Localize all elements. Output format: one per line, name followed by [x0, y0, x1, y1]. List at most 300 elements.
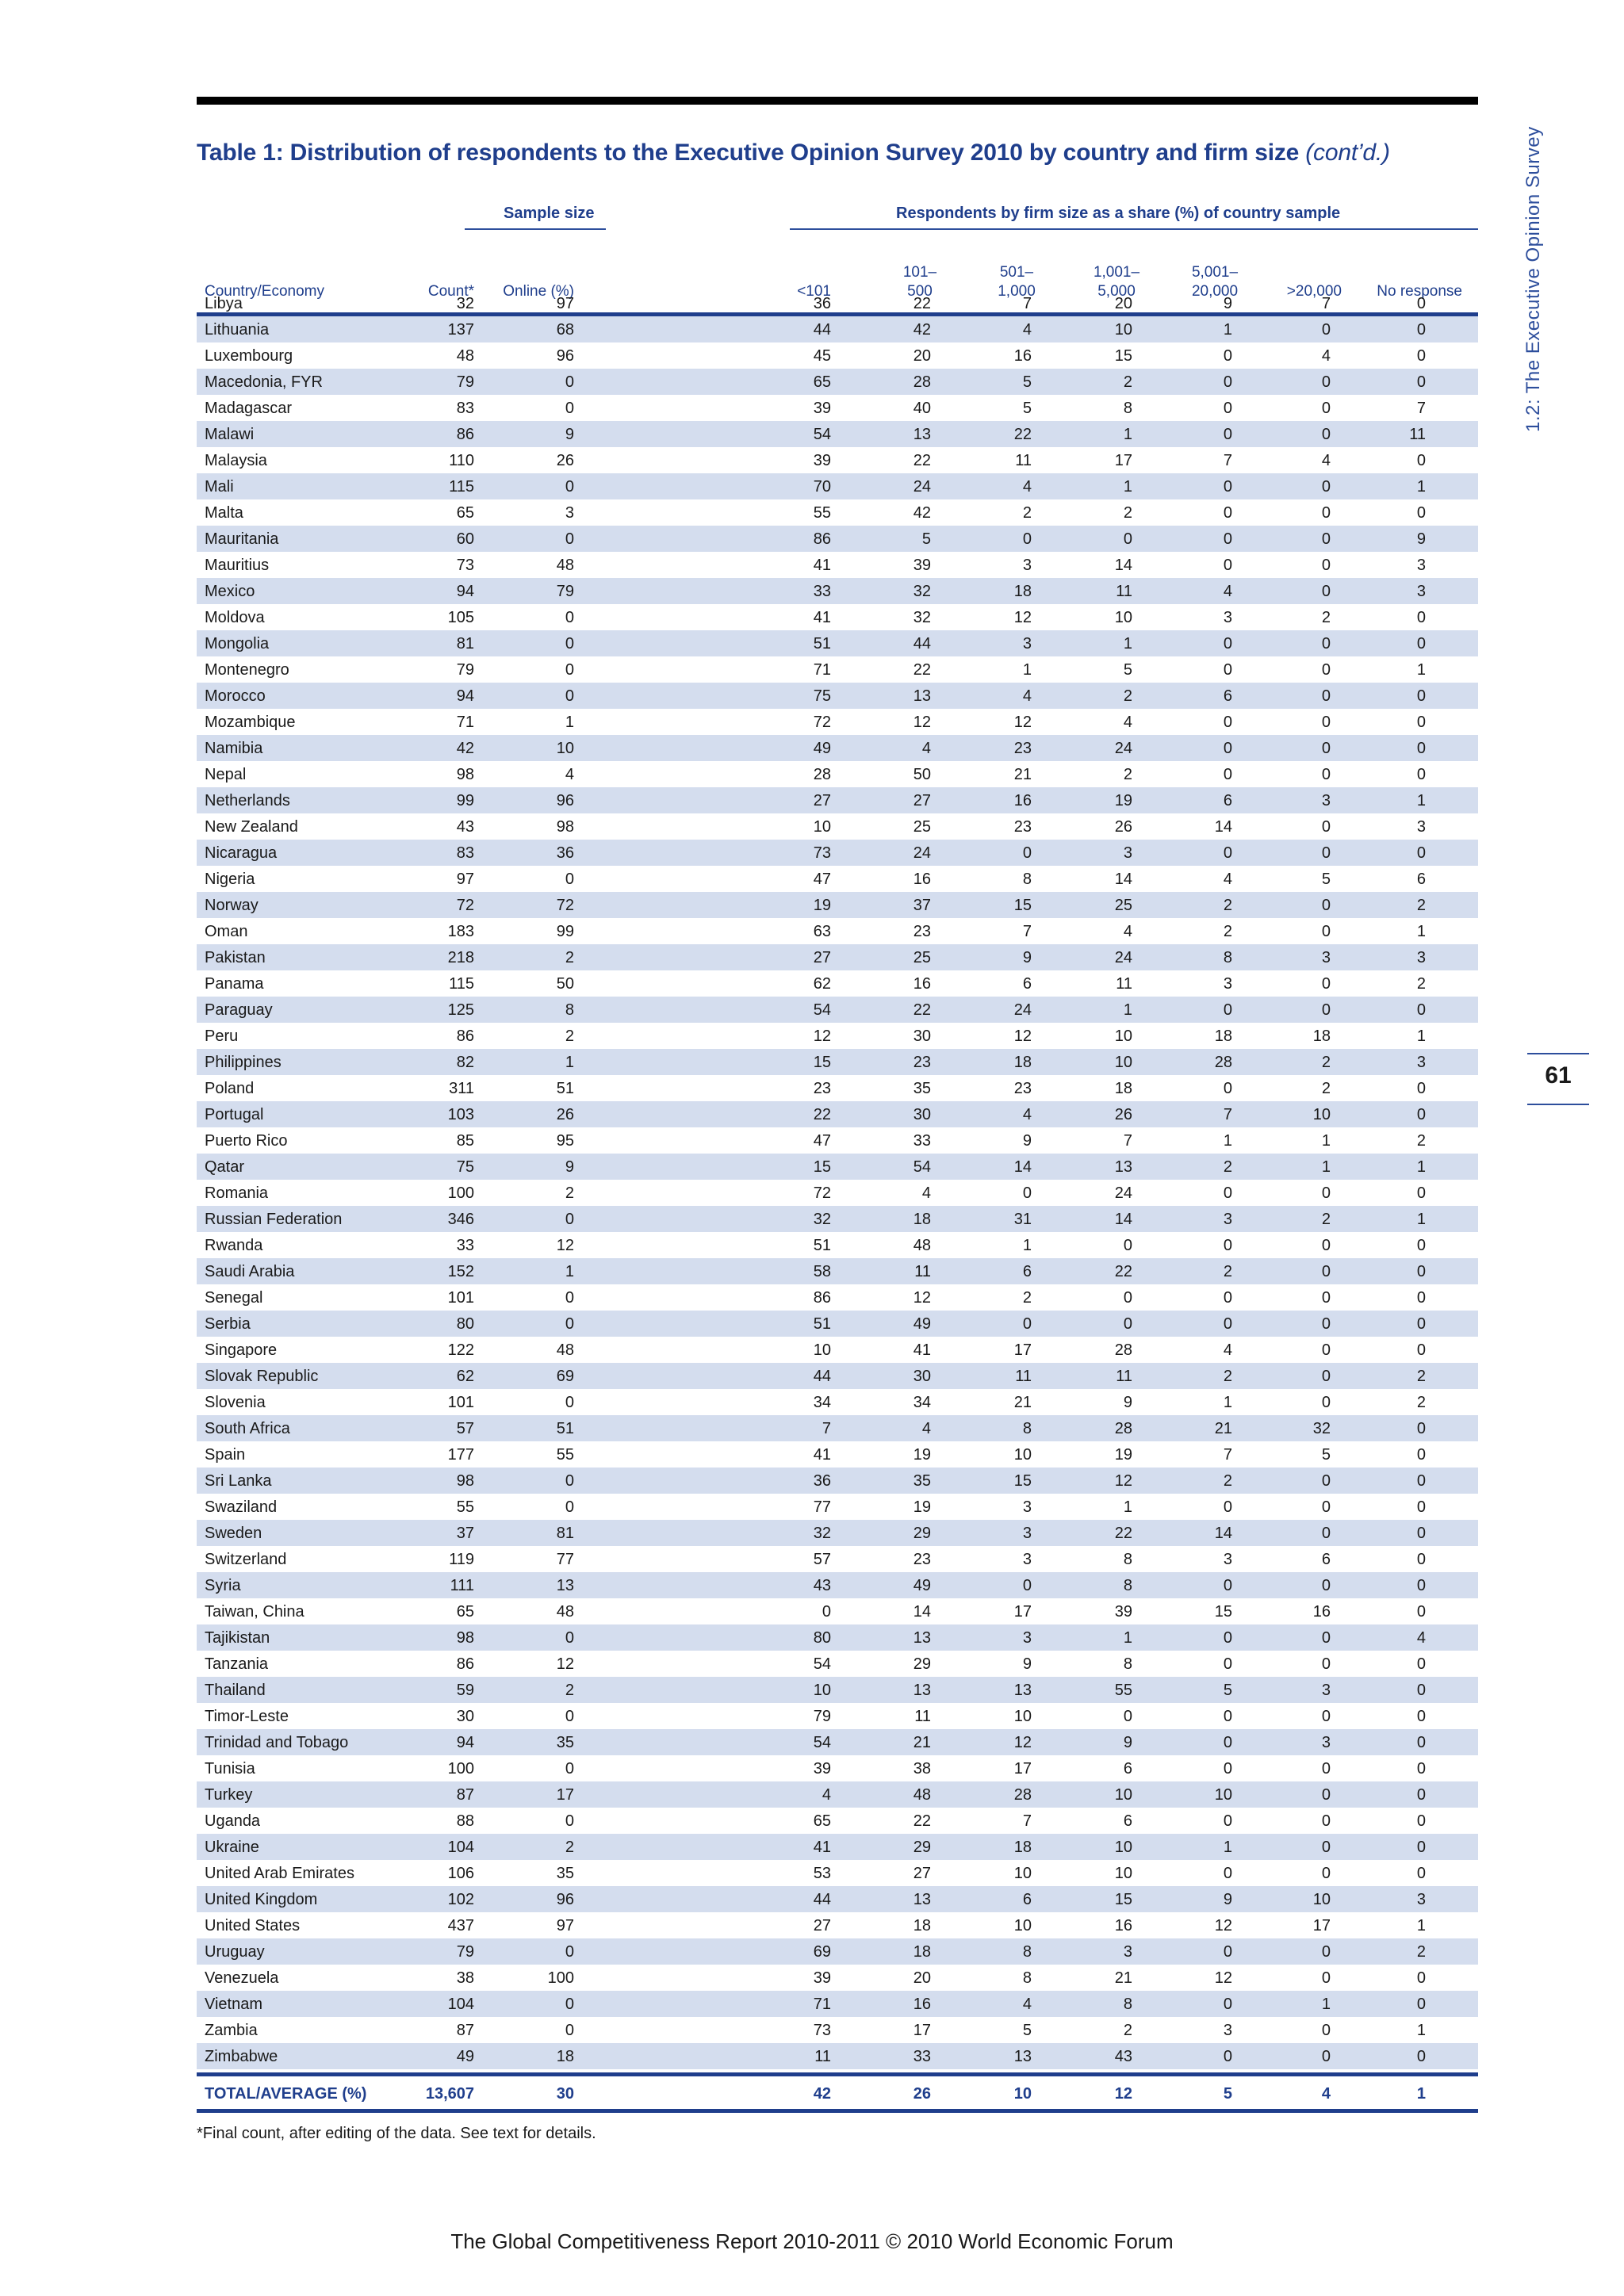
- cell-count: 97: [456, 871, 474, 888]
- table-row: [197, 1755, 1478, 1781]
- cell-101-500: 27: [913, 792, 931, 809]
- cell-1001-5000: 16: [1114, 1917, 1132, 1934]
- total-gt20000: 4: [1321, 2085, 1331, 2103]
- cell-5001-20000: 0: [1223, 1708, 1232, 1725]
- cell-501-1000: 6: [1022, 975, 1032, 993]
- cell-1001-5000: 26: [1114, 818, 1132, 836]
- cell-country: Timor-Leste: [205, 1708, 289, 1725]
- table-body: [197, 290, 1478, 2069]
- cell-online: 48: [556, 1603, 574, 1621]
- cell-count: 65: [456, 1603, 474, 1621]
- cell-no-response: 0: [1416, 1708, 1426, 1725]
- cell-count: 100: [447, 1760, 474, 1777]
- cell-gt20000: 0: [1321, 975, 1331, 993]
- cell-101-500: 34: [913, 1394, 931, 1411]
- cell-lt101: 19: [813, 897, 831, 914]
- cell-lt101: 36: [813, 295, 831, 312]
- cell-5001-20000: 21: [1214, 1420, 1232, 1437]
- cell-no-response: 4: [1416, 1629, 1426, 1647]
- cell-501-1000: 28: [1013, 1786, 1032, 1804]
- cell-country: Sri Lanka: [205, 1472, 272, 1490]
- cell-1001-5000: 1: [1123, 1629, 1132, 1647]
- cell-gt20000: 10: [1312, 1891, 1331, 1908]
- cell-count: 218: [447, 949, 474, 966]
- cell-online: 97: [556, 1917, 574, 1934]
- cell-online: 98: [556, 818, 574, 836]
- cell-gt20000: 0: [1321, 844, 1331, 862]
- total-101-500: 26: [913, 2085, 931, 2103]
- cell-101-500: 40: [913, 400, 931, 417]
- cell-online: 18: [556, 2048, 574, 2065]
- cell-5001-20000: 0: [1223, 530, 1232, 548]
- cell-count: 346: [447, 1211, 474, 1228]
- cell-gt20000: 0: [1321, 1237, 1331, 1254]
- cell-5001-20000: 1: [1223, 321, 1232, 339]
- table-row: [197, 1886, 1478, 1912]
- table-row: [197, 447, 1478, 473]
- cell-no-response: 0: [1416, 1996, 1426, 2013]
- cell-count: 62: [456, 1368, 474, 1385]
- cell-online: 10: [556, 740, 574, 757]
- col-header-1001-5000-line1: 1,001–: [1093, 264, 1140, 281]
- cell-101-500: 23: [913, 1054, 931, 1071]
- table-row: [197, 395, 1478, 421]
- cell-country: Zambia: [205, 2022, 258, 2039]
- table-title: [197, 140, 1478, 166]
- cell-5001-20000: 0: [1223, 400, 1232, 417]
- col-header-gt20000: >20,000: [1286, 283, 1342, 300]
- cell-count: 106: [447, 1865, 474, 1882]
- table-row: [197, 840, 1478, 866]
- cell-101-500: 25: [913, 818, 931, 836]
- cell-gt20000: 4: [1321, 452, 1331, 469]
- cell-country: Netherlands: [205, 792, 290, 809]
- cell-gt20000: 0: [1321, 321, 1331, 339]
- cell-5001-20000: 0: [1223, 766, 1232, 783]
- table-title-main: Table 1: Distribution of respondents to the Executive Opinion Survey 2010 by country and firm size: [197, 140, 1300, 166]
- cell-online: 0: [565, 478, 574, 496]
- table-row: [197, 369, 1478, 395]
- cell-count: 49: [456, 2048, 474, 2065]
- cell-1001-5000: 2: [1123, 687, 1132, 705]
- cell-online: 55: [556, 1446, 574, 1464]
- cell-count: 37: [456, 1525, 474, 1542]
- cell-1001-5000: 2: [1123, 2022, 1132, 2039]
- cell-gt20000: 10: [1312, 1106, 1331, 1123]
- cell-count: 85: [456, 1132, 474, 1150]
- cell-gt20000: 0: [1321, 1655, 1331, 1673]
- table-row: [197, 1284, 1478, 1311]
- cell-country: Singapore: [205, 1341, 278, 1359]
- cell-lt101: 47: [813, 871, 831, 888]
- cell-lt101: 80: [813, 1629, 831, 1647]
- table-row: [197, 1808, 1478, 1834]
- cell-country: Montenegro: [205, 661, 289, 679]
- cell-1001-5000: 8: [1123, 400, 1132, 417]
- page-footer: The Global Competitiveness Report 2010-2011 © 2010 World Economic Forum: [450, 2229, 1174, 2253]
- cell-online: 68: [556, 321, 574, 339]
- table-row: [197, 1232, 1478, 1258]
- cell-5001-20000: 0: [1223, 426, 1232, 443]
- cell-5001-20000: 0: [1223, 373, 1232, 391]
- table-row: [197, 997, 1478, 1023]
- cell-101-500: 18: [913, 1917, 931, 1934]
- cell-no-response: 0: [1416, 1263, 1426, 1280]
- cell-lt101: 39: [813, 1760, 831, 1777]
- cell-no-response: 0: [1416, 2048, 1426, 2065]
- cell-1001-5000: 11: [1116, 1368, 1132, 1385]
- cell-lt101: 54: [813, 1655, 831, 1673]
- cell-no-response: 3: [1416, 949, 1426, 966]
- cell-no-response: 0: [1416, 1812, 1426, 1830]
- cell-online: 2: [565, 1027, 574, 1045]
- cell-count: 437: [447, 1917, 474, 1934]
- cell-501-1000: 14: [1013, 1158, 1032, 1176]
- cell-101-500: 23: [913, 923, 931, 940]
- cell-no-response: 0: [1416, 1237, 1426, 1254]
- cell-501-1000: 16: [1013, 347, 1032, 365]
- cell-501-1000: 7: [1022, 1812, 1032, 1830]
- cell-no-response: 2: [1416, 1943, 1426, 1961]
- cell-country: Portugal: [205, 1106, 264, 1123]
- table-row: [197, 1363, 1478, 1389]
- cell-501-1000: 17: [1013, 1603, 1032, 1621]
- cell-no-response: 0: [1416, 740, 1426, 757]
- cell-online: 1: [565, 1054, 574, 1071]
- cell-count: 311: [449, 1080, 474, 1097]
- cell-1001-5000: 6: [1123, 1812, 1132, 1830]
- cell-gt20000: 17: [1312, 1917, 1331, 1934]
- cell-101-500: 30: [913, 1106, 931, 1123]
- table-row: [197, 683, 1478, 709]
- table-row: [197, 1572, 1478, 1598]
- cell-5001-20000: 7: [1223, 1106, 1232, 1123]
- cell-101-500: 13: [913, 426, 931, 443]
- col-header-online: Online (%): [503, 283, 574, 300]
- cell-online: 0: [565, 1996, 574, 2013]
- cell-501-1000: 1: [1022, 1237, 1032, 1254]
- cell-501-1000: 31: [1013, 1211, 1032, 1228]
- cell-country: Panama: [205, 975, 264, 993]
- cell-count: 115: [449, 975, 474, 993]
- table-row: [197, 787, 1478, 813]
- cell-101-500: 22: [913, 452, 931, 469]
- table-row: [197, 316, 1478, 342]
- cell-online: 35: [556, 1865, 574, 1882]
- cell-101-500: 12: [913, 1289, 931, 1307]
- cell-5001-20000: 0: [1223, 1655, 1232, 1673]
- cell-no-response: 0: [1416, 635, 1426, 652]
- cell-5001-20000: 28: [1214, 1054, 1232, 1071]
- cell-501-1000: 4: [1022, 478, 1032, 496]
- cell-lt101: 27: [813, 1917, 831, 1934]
- table-row: [197, 499, 1478, 526]
- cell-gt20000: 0: [1321, 1001, 1331, 1019]
- cell-1001-5000: 11: [1116, 583, 1132, 600]
- cell-1001-5000: 1: [1123, 426, 1132, 443]
- cell-online: 48: [556, 1341, 574, 1359]
- cell-lt101: 32: [813, 1525, 831, 1542]
- cell-1001-5000: 4: [1123, 923, 1132, 940]
- cell-count: 73: [456, 557, 474, 574]
- total-5001-20000: 5: [1223, 2085, 1232, 2103]
- cell-lt101: 86: [813, 530, 831, 548]
- total-rule-top: [197, 2072, 1478, 2076]
- cell-1001-5000: 8: [1123, 1655, 1132, 1673]
- table-row: [197, 1912, 1478, 1938]
- cell-country: Trinidad and Tobago: [205, 1734, 349, 1751]
- cell-count: 100: [447, 1184, 474, 1202]
- cell-country: Saudi Arabia: [205, 1263, 295, 1280]
- cell-5001-20000: 12: [1214, 1969, 1232, 1987]
- table-row: [197, 1965, 1478, 1991]
- table-row: [197, 1546, 1478, 1572]
- cell-gt20000: 4: [1321, 347, 1331, 365]
- table-title-cont: (cont’d.): [1305, 140, 1390, 166]
- cell-101-500: 11: [914, 1263, 931, 1280]
- cell-online: 95: [556, 1132, 574, 1150]
- cell-1001-5000: 0: [1123, 1289, 1132, 1307]
- cell-online: 69: [556, 1368, 574, 1385]
- cell-online: 0: [565, 871, 574, 888]
- cell-online: 0: [565, 1315, 574, 1333]
- cell-online: 2: [565, 1184, 574, 1202]
- cell-1001-5000: 1: [1123, 1498, 1132, 1516]
- cell-5001-20000: 0: [1223, 1577, 1232, 1594]
- cell-501-1000: 16: [1013, 792, 1032, 809]
- cell-501-1000: 8: [1022, 871, 1032, 888]
- cell-count: 105: [447, 609, 474, 626]
- table-row: [197, 1258, 1478, 1284]
- cell-no-response: 0: [1416, 1080, 1426, 1097]
- cell-5001-20000: 3: [1223, 975, 1232, 993]
- cell-gt20000: 32: [1312, 1420, 1331, 1437]
- col-header-5001-20000-line2: 20,000: [1191, 283, 1239, 300]
- cell-lt101: 11: [814, 2048, 831, 2065]
- cell-lt101: 32: [813, 1211, 831, 1228]
- cell-5001-20000: 0: [1223, 557, 1232, 574]
- cell-101-500: 33: [913, 2048, 931, 2065]
- cell-no-response: 0: [1416, 1289, 1426, 1307]
- cell-501-1000: 12: [1013, 609, 1032, 626]
- cell-count: 86: [456, 1027, 474, 1045]
- cell-gt20000: 0: [1321, 1341, 1331, 1359]
- cell-1001-5000: 55: [1114, 1682, 1132, 1699]
- cell-lt101: 72: [813, 1184, 831, 1202]
- cell-lt101: 0: [822, 1603, 831, 1621]
- cell-no-response: 0: [1416, 1341, 1426, 1359]
- cell-101-500: 14: [913, 1603, 931, 1621]
- cell-lt101: 44: [813, 321, 831, 339]
- cell-5001-20000: 0: [1223, 635, 1232, 652]
- cell-101-500: 27: [913, 1865, 931, 1882]
- cell-country: New Zealand: [205, 818, 298, 836]
- col-header-101-500-line2: 500: [907, 283, 933, 300]
- cell-gt20000: 0: [1321, 400, 1331, 417]
- cell-country: Zimbabwe: [205, 2048, 278, 2065]
- cell-gt20000: 0: [1321, 740, 1331, 757]
- cell-101-500: 54: [913, 1158, 931, 1176]
- cell-101-500: 22: [913, 661, 931, 679]
- table-row: [197, 1651, 1478, 1677]
- cell-501-1000: 8: [1022, 1943, 1032, 1961]
- cell-online: 36: [556, 844, 574, 862]
- cell-5001-20000: 0: [1223, 1865, 1232, 1882]
- cell-no-response: 0: [1416, 1577, 1426, 1594]
- cell-no-response: 1: [1416, 792, 1426, 809]
- cell-501-1000: 10: [1013, 1708, 1032, 1725]
- cell-1001-5000: 5: [1123, 661, 1132, 679]
- cell-501-1000: 3: [1022, 1525, 1032, 1542]
- cell-gt20000: 0: [1321, 1263, 1331, 1280]
- cell-lt101: 27: [813, 949, 831, 966]
- cell-no-response: 0: [1416, 1786, 1426, 1804]
- cell-5001-20000: 6: [1223, 792, 1232, 809]
- cell-country: Mexico: [205, 583, 255, 600]
- cell-1001-5000: 9: [1123, 1734, 1132, 1751]
- cell-gt20000: 0: [1321, 1708, 1331, 1725]
- cell-lt101: 23: [813, 1080, 831, 1097]
- total-no-response: 1: [1416, 2085, 1426, 2103]
- cell-count: 82: [456, 1054, 474, 1071]
- cell-gt20000: 1: [1321, 1996, 1331, 2013]
- cell-country: Poland: [205, 1080, 255, 1097]
- cell-online: 26: [556, 1106, 574, 1123]
- cell-5001-20000: 0: [1223, 1943, 1232, 1961]
- cell-501-1000: 0: [1022, 530, 1032, 548]
- cell-country: Macedonia, FYR: [205, 373, 323, 391]
- cell-country: Swaziland: [205, 1498, 278, 1516]
- table-row: [197, 1991, 1478, 2017]
- table-row: [197, 1598, 1478, 1624]
- cell-101-500: 50: [913, 766, 931, 783]
- cell-101-500: 20: [913, 347, 931, 365]
- table-row: [197, 1127, 1478, 1154]
- table-row: [197, 1441, 1478, 1468]
- cell-101-500: 41: [913, 1341, 931, 1359]
- total-online: 30: [556, 2085, 574, 2103]
- table-row: [197, 2043, 1478, 2069]
- cell-online: 0: [565, 373, 574, 391]
- cell-country: Thailand: [205, 1682, 266, 1699]
- cell-country: Mali: [205, 478, 234, 496]
- cell-1001-5000: 22: [1114, 1525, 1132, 1542]
- cell-no-response: 0: [1416, 1734, 1426, 1751]
- cell-count: 110: [449, 452, 474, 469]
- cell-1001-5000: 8: [1123, 1996, 1132, 2013]
- cell-count: 88: [456, 1812, 474, 1830]
- cell-gt20000: 2: [1321, 1080, 1331, 1097]
- cell-501-1000: 18: [1013, 583, 1032, 600]
- cell-101-500: 5: [921, 530, 931, 548]
- cell-5001-20000: 2: [1223, 1472, 1232, 1490]
- cell-country: Mongolia: [205, 635, 270, 652]
- cell-gt20000: 0: [1321, 2048, 1331, 2065]
- cell-101-500: 32: [913, 609, 931, 626]
- cell-no-response: 0: [1416, 1865, 1426, 1882]
- cell-lt101: 77: [813, 1498, 831, 1516]
- cell-gt20000: 0: [1321, 897, 1331, 914]
- col-header-no-response: No response: [1377, 283, 1462, 300]
- cell-101-500: 13: [913, 687, 931, 705]
- cell-online: 99: [556, 923, 574, 940]
- cell-gt20000: 0: [1321, 1943, 1331, 1961]
- cell-country: Sweden: [205, 1525, 262, 1542]
- cell-lt101: 54: [813, 1734, 831, 1751]
- cell-lt101: 86: [813, 1289, 831, 1307]
- cell-501-1000: 10: [1013, 1446, 1032, 1464]
- cell-5001-20000: 2: [1223, 1368, 1232, 1385]
- cell-101-500: 29: [913, 1525, 931, 1542]
- cell-gt20000: 0: [1321, 1786, 1331, 1804]
- cell-501-1000: 4: [1022, 687, 1032, 705]
- cell-count: 57: [456, 1420, 474, 1437]
- cell-101-500: 13: [913, 1629, 931, 1647]
- cell-501-1000: 0: [1022, 1184, 1032, 1202]
- cell-online: 0: [565, 609, 574, 626]
- cell-501-1000: 12: [1013, 1734, 1032, 1751]
- cell-5001-20000: 0: [1223, 1080, 1232, 1097]
- cell-1001-5000: 24: [1114, 949, 1132, 966]
- cell-count: 101: [447, 1289, 474, 1307]
- cell-101-500: 19: [913, 1498, 931, 1516]
- cell-online: 0: [565, 400, 574, 417]
- cell-online: 2: [565, 949, 574, 966]
- cell-5001-20000: 14: [1214, 818, 1232, 836]
- cell-501-1000: 0: [1022, 1315, 1032, 1333]
- cell-101-500: 28: [913, 373, 931, 391]
- cell-lt101: 51: [813, 1315, 831, 1333]
- col-header-101-500-line1: 101–: [902, 264, 937, 281]
- cell-country: Nicaragua: [205, 844, 278, 862]
- cell-5001-20000: 7: [1223, 1446, 1232, 1464]
- cell-online: 0: [565, 687, 574, 705]
- table-row: [197, 892, 1478, 918]
- cell-country: Paraguay: [205, 1001, 273, 1019]
- table-row: [197, 1337, 1478, 1363]
- cell-online: 0: [565, 1708, 574, 1725]
- cell-lt101: 28: [813, 766, 831, 783]
- table-row: [197, 1311, 1478, 1337]
- cell-country: Tunisia: [205, 1760, 255, 1777]
- cell-gt20000: 5: [1321, 871, 1331, 888]
- cell-lt101: 71: [813, 1996, 831, 2013]
- cell-online: 12: [556, 1655, 574, 1673]
- cell-gt20000: 0: [1321, 1472, 1331, 1490]
- cell-501-1000: 21: [1013, 766, 1032, 783]
- cell-country: United States: [205, 1917, 301, 1934]
- cell-gt20000: 0: [1321, 504, 1331, 522]
- cell-501-1000: 10: [1013, 1917, 1032, 1934]
- cell-gt20000: 2: [1321, 609, 1331, 626]
- cell-gt20000: 0: [1321, 1289, 1331, 1307]
- cell-online: 50: [556, 975, 574, 993]
- cell-5001-20000: 14: [1214, 1525, 1232, 1542]
- cell-count: 59: [456, 1682, 474, 1699]
- cell-1001-5000: 28: [1114, 1420, 1132, 1437]
- cell-101-500: 20: [913, 1969, 931, 1987]
- cell-count: 94: [456, 583, 474, 600]
- total-row: [197, 2079, 1478, 2110]
- cell-count: 42: [456, 740, 474, 757]
- cell-101-500: 19: [913, 1446, 931, 1464]
- cell-501-1000: 15: [1013, 897, 1032, 914]
- cell-count: 48: [456, 347, 474, 365]
- cell-1001-5000: 12: [1114, 1472, 1132, 1490]
- cell-501-1000: 2: [1022, 1289, 1032, 1307]
- cell-country: United Arab Emirates: [205, 1865, 354, 1882]
- cell-gt20000: 0: [1321, 1629, 1331, 1647]
